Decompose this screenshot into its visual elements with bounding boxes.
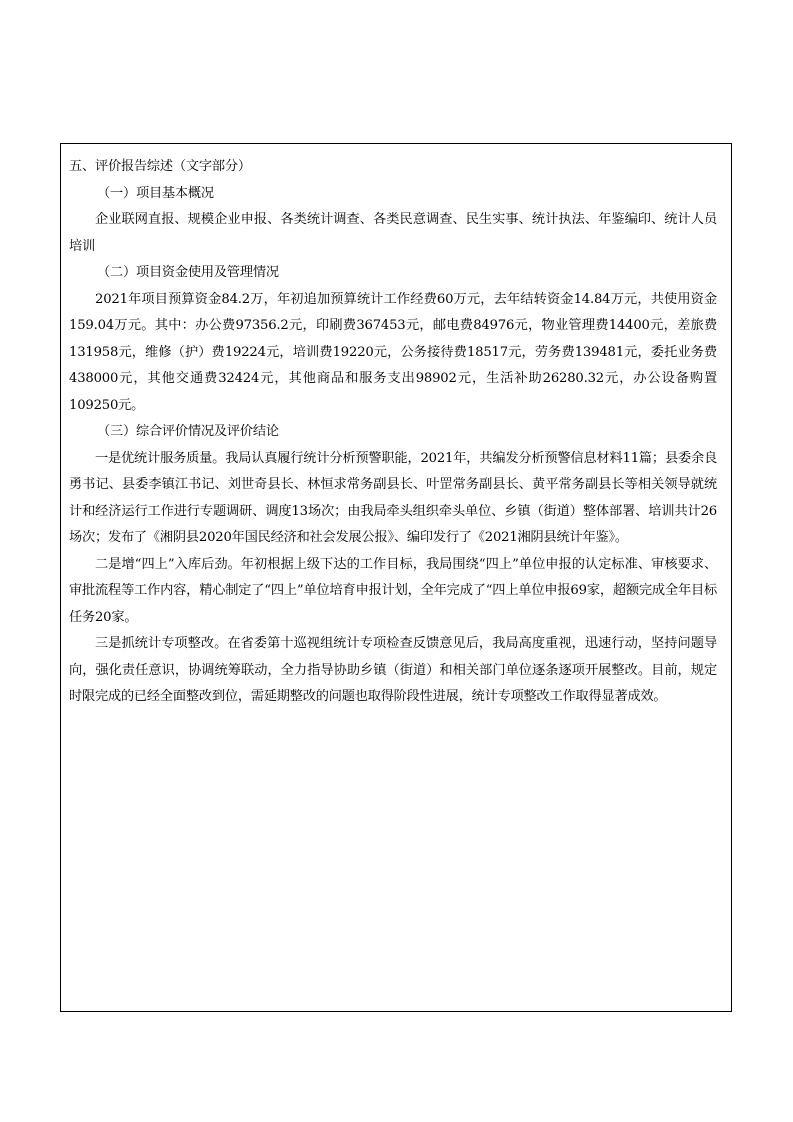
report-box — [60, 143, 732, 1012]
section-title: 五、评价报告综述（文字部分） — [69, 159, 251, 174]
part2-body: 2021年项目预算资金84.2万，年初追加预算统计工作经费60万元，去年结转资金14.84万元，共使用资金159.04万元。其中：办公费97356.2元，印刷费367453元，邮电费84976元，物业管理费14400元，差旅费131958元，维修（护）费19224元，培训费19220元，公务接待费18517元，劳务费139481元，委托业务费438000元，其他交通费32424元，其他商品和服务支出98902元，生活补助26280.32元，办公设备购置109250元。 — [69, 291, 717, 413]
report-content — [69, 154, 717, 711]
part1-body: 企业联网直报、规模企业申报、各类统计调查、各类民意调查、民生实事、统计执法、年鉴编印、统计人员培训 — [69, 212, 717, 254]
part3-paragraph-2: 二是增“四上”入库后劲。年初根据上级下达的工作目标，我局围绕“四上”单位申报的认定标准、审核要求、审批流程等工作内容，精心制定了“四上”单位培育申报计划，全年完成了“四上单位申报69家，超额完成全年目标任务20家。 — [69, 556, 717, 625]
part1-heading: （一）项目基本概况 — [97, 185, 214, 201]
part3-heading: （三）综合评价情况及评价结论 — [97, 424, 279, 439]
part3-paragraph-1: 一是优统计服务质量。我局认真履行统计分析预警职能，2021年，共编发分析预警信息材料11篇；县委余良勇书记、县委李镇江书记、刘世奇县长、林恒求常务副县长、叶罡常务副县长、黄平常务副县长等相关领导就统计和经济运行工作进行专题调研、调度13场次；由我局牵头组织牵头单位、乡镇（街道）整体部署、培训共计26场次；发布了《湘阴县2020年国民经济和社会发展公报》、编印发行了《2021湘阴县统计年鉴》。 — [69, 450, 717, 545]
part3-paragraph-3: 三是抓统计专项整改。在省委第十巡视组统计专项检查反馈意见后，我局高度重视，迅速行动，坚持问题导向，强化责任意识，协调统筹联动，全力指导协助乡镇（街道）和相关部门单位逐条逐项开展整改。目前，规定时限完成的已经全面整改到位，需延期整改的问题也取得阶段性进展，统计专项整改工作取得显著成效。 — [69, 636, 717, 704]
part2-heading: （二）项目资金使用及管理情况 — [97, 265, 279, 280]
